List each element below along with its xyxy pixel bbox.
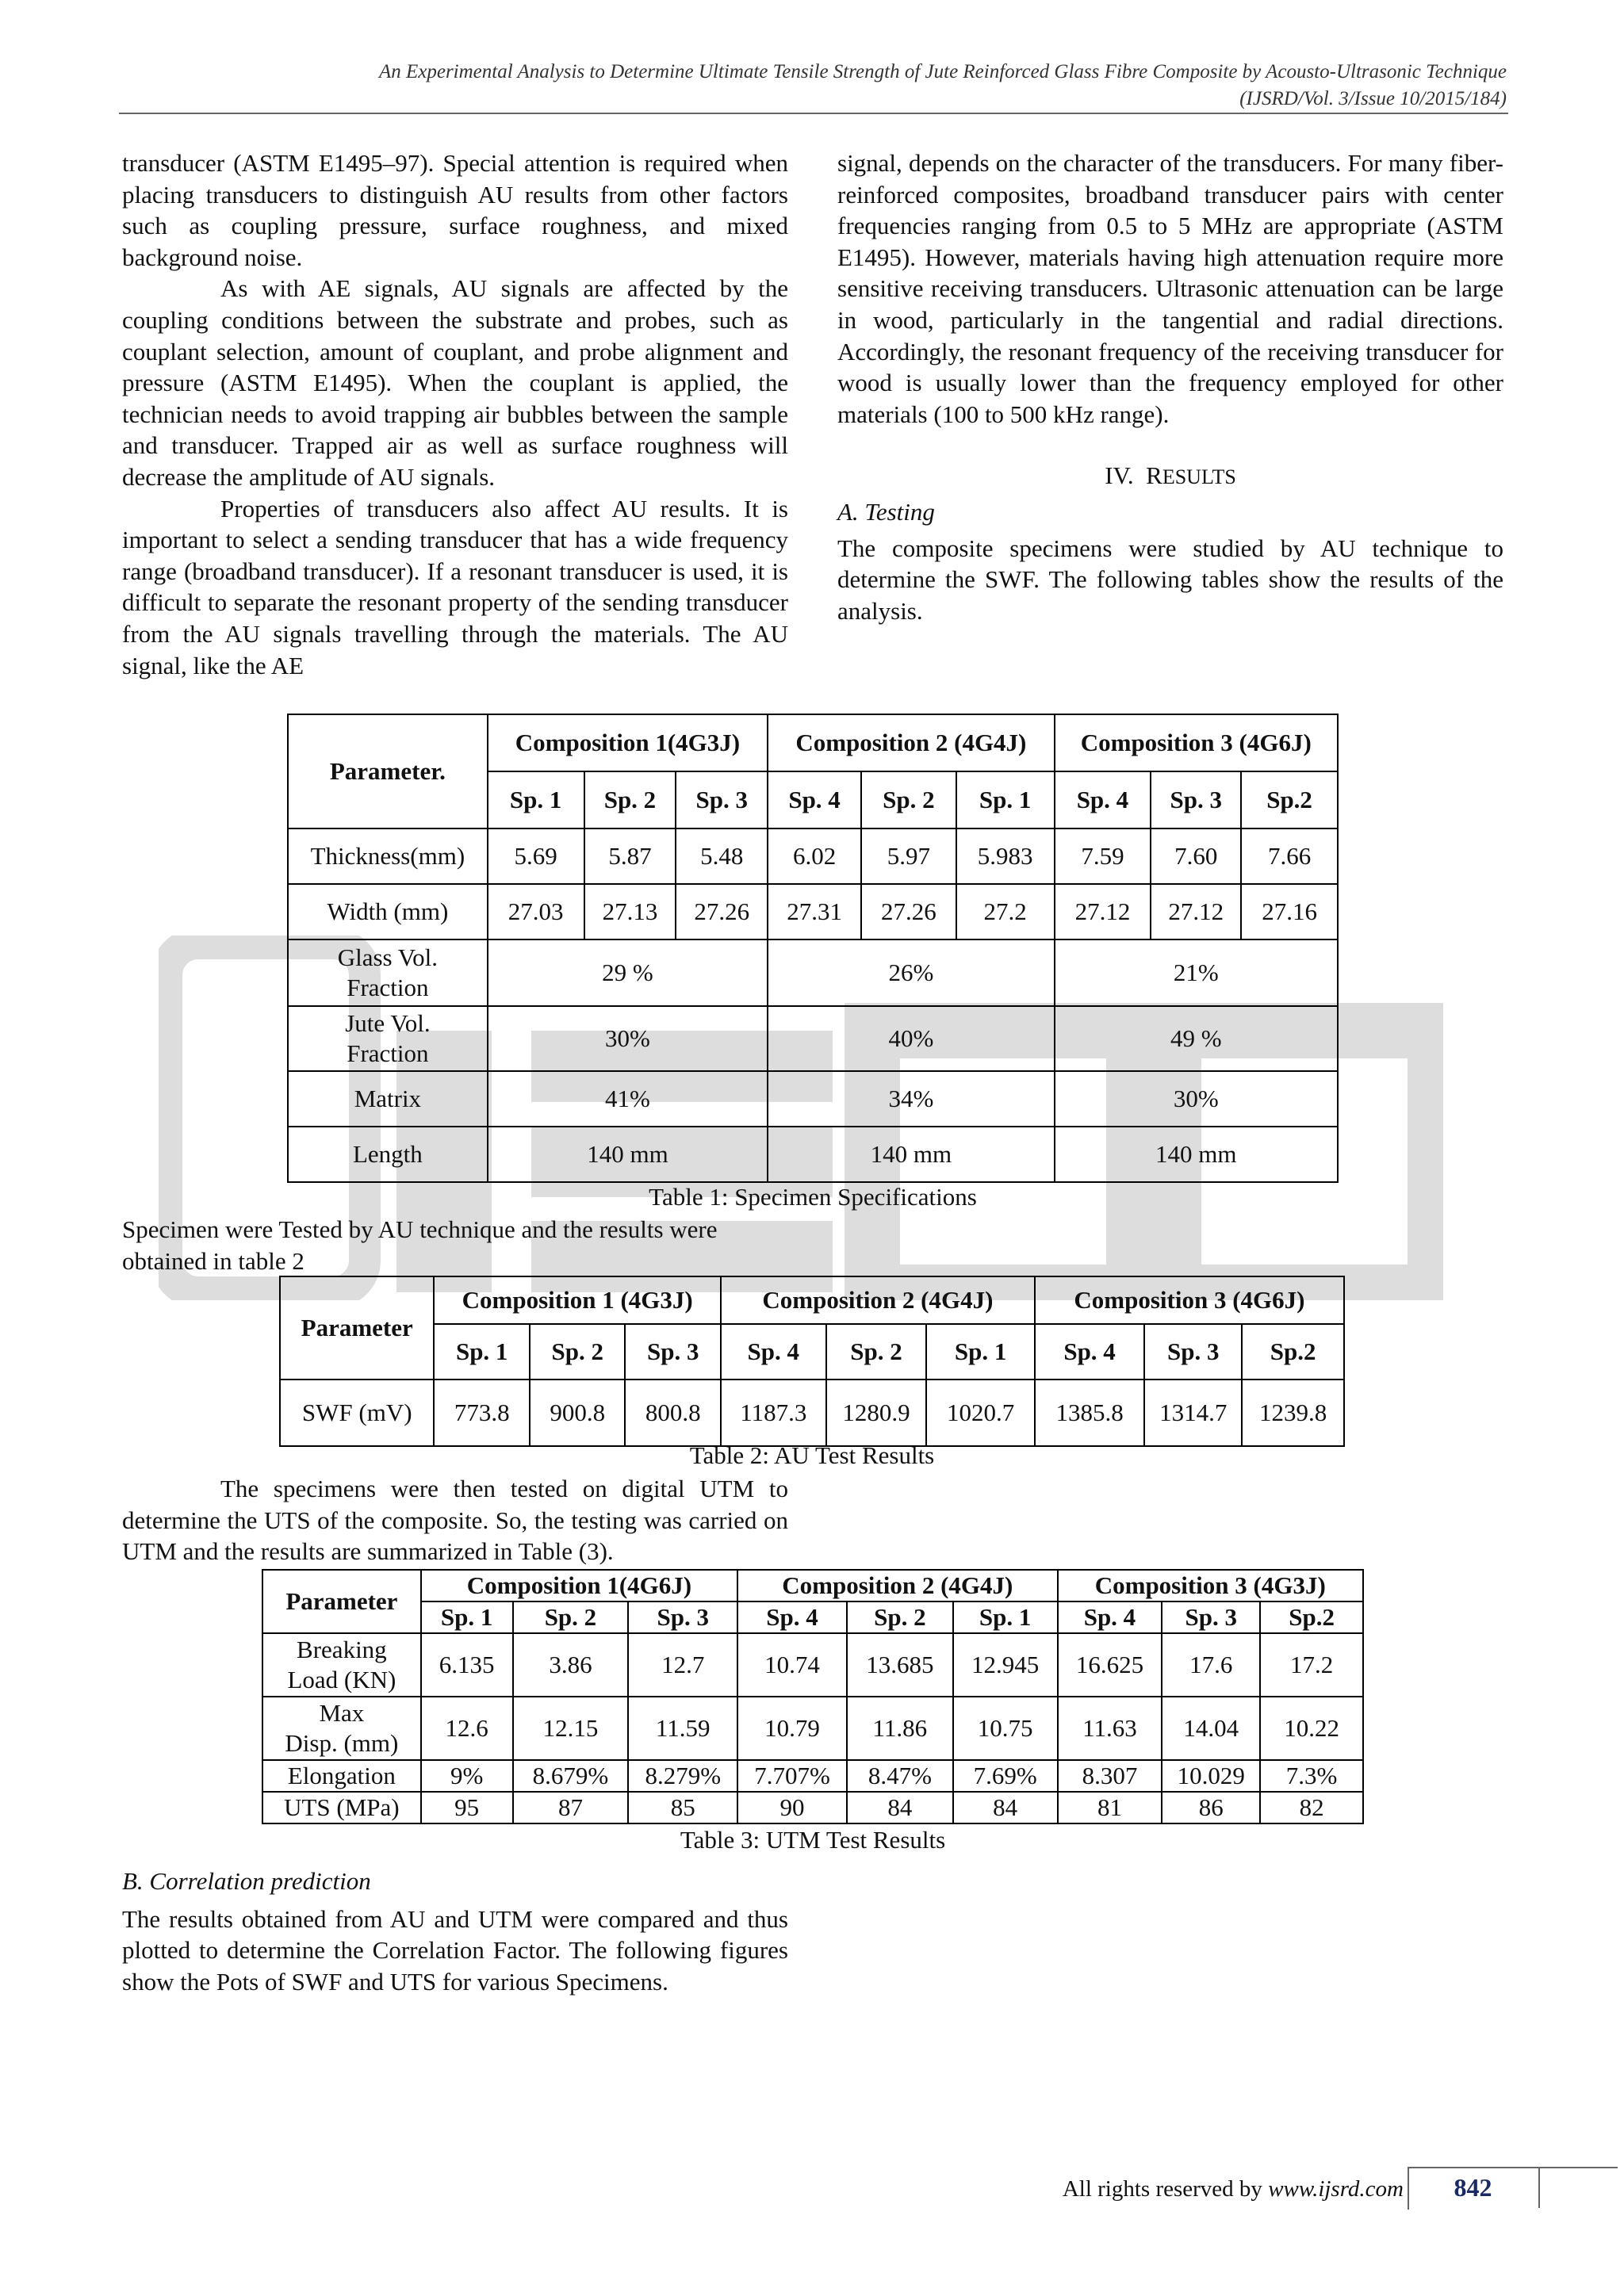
table-cell: 12.7 [628, 1633, 737, 1697]
table-cell: 10.79 [737, 1697, 847, 1760]
table-header-cell: Composition 2 (4G4J) [737, 1570, 1057, 1601]
table-cell: 11.59 [628, 1697, 737, 1760]
table-row-label [288, 939, 488, 1006]
disp-label-line-2: Disp. (mm) [285, 1729, 399, 1757]
table-cell: 84 [953, 1792, 1058, 1823]
table-header-cell: Sp. 2 [826, 1324, 927, 1380]
table-header-cell: Sp. 2 [847, 1601, 953, 1633]
table-header-cell: Composition 1(4G6J) [421, 1570, 737, 1601]
footer-rights [983, 2176, 1404, 2202]
table-cell: 8.679% [513, 1760, 629, 1792]
table-row-label: Width (mm) [288, 884, 488, 939]
table-header-cell: Composition 1(4G3J) [488, 714, 768, 771]
table-row [262, 1760, 1363, 1792]
table-cell: 5.48 [676, 828, 768, 884]
table-utm-test-results [262, 1569, 1364, 1824]
table-row [262, 1601, 1363, 1633]
table-cell: 10.029 [1162, 1760, 1260, 1792]
table-cell: 27.31 [768, 884, 861, 939]
breaking-label-line-2: Load (KN) [287, 1666, 396, 1693]
table-header-cell: Sp. 3 [628, 1601, 737, 1633]
section-number: IV. [1105, 461, 1134, 490]
table-row [288, 939, 1338, 1006]
table-cell: 140 mm [488, 1127, 768, 1182]
table-row [288, 1071, 1338, 1127]
table-header-cell: Sp.2 [1241, 771, 1338, 828]
table-cell: 1314.7 [1144, 1380, 1242, 1446]
table-cell: 81 [1058, 1792, 1162, 1823]
table-header-cell: Sp.2 [1260, 1601, 1363, 1633]
table-cell: 773.8 [434, 1380, 530, 1446]
table-cell: 27.2 [956, 884, 1055, 939]
table-header-cell: Sp. 3 [1151, 771, 1241, 828]
table-header-cell: Composition 2 (4G4J) [768, 714, 1054, 771]
table-cell: 12.945 [953, 1633, 1058, 1697]
table-cell: 1385.8 [1035, 1380, 1144, 1446]
table-cell: 14.04 [1162, 1697, 1260, 1760]
header-rule [119, 113, 1508, 114]
table-cell: 10.22 [1260, 1697, 1363, 1760]
table-cell: 11.86 [847, 1697, 953, 1760]
table-cell: 12.6 [421, 1697, 513, 1760]
table-row-label [262, 1697, 421, 1760]
left-column [122, 147, 788, 681]
table-header-cell: Sp. 1 [434, 1324, 530, 1380]
table-cell: 90 [737, 1792, 847, 1823]
table-header-cell: Sp. 4 [1058, 1601, 1162, 1633]
table-cell: 5.97 [861, 828, 956, 884]
table2-caption: Table 2: AU Test Results [689, 1441, 935, 1469]
table-header-cell: Sp. 3 [625, 1324, 721, 1380]
table-header-cell: Composition 3 (4G6J) [1055, 714, 1338, 771]
table-header-cell: Composition 3 (4G3J) [1058, 1570, 1363, 1601]
subsection-correlation: B. Correlation prediction [122, 1867, 371, 1895]
table-row [288, 884, 1338, 939]
table-cell: 95 [421, 1792, 513, 1823]
table-header-cell: Sp. 2 [513, 1601, 629, 1633]
table-cell: 9% [421, 1760, 513, 1792]
table-header-cell: Sp. 3 [1144, 1324, 1242, 1380]
footer-rights-text: All rights reserved by [1062, 2176, 1262, 2202]
table-cell: 49 % [1055, 1006, 1338, 1071]
table-header-cell: Sp. 3 [1162, 1601, 1260, 1633]
section-title-first: R [1146, 461, 1162, 490]
table-cell: 1187.3 [721, 1380, 826, 1446]
table-cell: 800.8 [625, 1380, 721, 1446]
table-cell: 13.685 [847, 1633, 953, 1697]
running-header [119, 59, 1507, 113]
table-cell: 140 mm [1055, 1127, 1338, 1182]
table-cell: 26% [768, 939, 1054, 1006]
table-row [262, 1570, 1363, 1601]
paragraph-table3-intro [122, 1473, 788, 1567]
table-cell: 6.02 [768, 828, 861, 884]
breaking-label-line-1: Breaking [297, 1636, 387, 1663]
table-cell: 87 [513, 1792, 629, 1823]
table-cell: 7.59 [1055, 828, 1151, 884]
table-cell: 6.135 [421, 1633, 513, 1697]
table-cell: 27.12 [1151, 884, 1241, 939]
table-cell: 1280.9 [826, 1380, 927, 1446]
table-cell: 17.2 [1260, 1633, 1363, 1697]
section-title-rest: ESULTS [1162, 465, 1236, 489]
table-header-cell: Sp. 1 [421, 1601, 513, 1633]
table-cell: 12.15 [513, 1697, 629, 1760]
disp-label-line-1: Max [319, 1699, 365, 1727]
table-header-cell: Sp. 4 [721, 1324, 826, 1380]
table-header-cell: Sp. 4 [768, 771, 861, 828]
table-cell: 8.47% [847, 1760, 953, 1792]
table-header-cell: Sp. 1 [956, 771, 1055, 828]
table-cell: 8.279% [628, 1760, 737, 1792]
table-cell: 7.66 [1241, 828, 1338, 884]
table-row [262, 1792, 1363, 1823]
table-row [280, 1276, 1344, 1324]
table-cell: 85 [628, 1792, 737, 1823]
table-cell: 30% [1055, 1071, 1338, 1127]
paragraph-table2-intro [122, 1214, 788, 1276]
table-cell: 5.87 [584, 828, 676, 884]
table-row-label: Matrix [288, 1071, 488, 1127]
table3-caption: Table 3: UTM Test Results [680, 1826, 946, 1854]
right-paragraph-1: signal, depends on the character of the transducers. For many fiber-reinforced composites, broadband transducer pairs with center frequencies ranging from 0.5 to 5 MHz are appropriate (ASTM E1495). However, materials having high attenuation require more sensitive receiving transducers. Ultrasonic attenuation can be large in wood, particularly in the tangential and radial directions. Accordingly, the resonant frequency of the receiving transducer for wood is usually lower than the frequency employed for other materials (100 to 500 kHz range). [837, 149, 1503, 428]
subsection-testing: A. Testing [837, 497, 935, 526]
right-column [837, 147, 1503, 626]
glass-label-line-1: Glass Vol. [337, 943, 439, 971]
footer-divider [1538, 2167, 1540, 2208]
table-row [280, 1380, 1344, 1446]
table-header-cell: Sp. 4 [1035, 1324, 1144, 1380]
table-cell: 900.8 [530, 1380, 626, 1446]
table-cell: 27.16 [1241, 884, 1338, 939]
table-cell: 1020.7 [926, 1380, 1035, 1446]
table-cell: 8.307 [1058, 1760, 1162, 1792]
table-row-label: Thickness(mm) [288, 828, 488, 884]
table-row-label: UTS (MPa) [262, 1792, 421, 1823]
table-header-cell: Composition 3 (4G6J) [1035, 1276, 1344, 1324]
table-header-cell: Sp. 1 [953, 1601, 1058, 1633]
correlation-section [122, 1866, 788, 1997]
table-header-cell: Sp. 4 [1055, 771, 1151, 828]
table-header-cell: Sp. 2 [530, 1324, 626, 1380]
jute-label-line-1: Jute Vol. [345, 1009, 431, 1037]
table-header-cell: Sp.2 [1242, 1324, 1344, 1380]
table-cell: 7.60 [1151, 828, 1241, 884]
table-row [288, 714, 1338, 771]
table-header-cell: Parameter. [288, 714, 488, 828]
table-row [262, 1697, 1363, 1760]
glass-label-line-2: Fraction [347, 974, 429, 1001]
table-header-cell: Sp. 4 [737, 1601, 847, 1633]
table-cell: 16.625 [1058, 1633, 1162, 1697]
table-header-cell: Sp. 2 [584, 771, 676, 828]
footer-site-link[interactable]: www.ijsrd.com [1268, 2176, 1404, 2202]
table-cell: 27.03 [488, 884, 584, 939]
table-cell: 5.69 [488, 828, 584, 884]
section-heading-results [837, 460, 1503, 493]
table-header-cell: Composition 1 (4G3J) [434, 1276, 721, 1324]
table-row [280, 1324, 1344, 1380]
correlation-paragraph: The results obtained from AU and UTM were compared and thus plotted to determine the Correlation Factor. The following figures show the Pots of SWF and UTS for various Specimens. [122, 1904, 788, 1996]
table-cell: 3.86 [513, 1633, 629, 1697]
table-header-cell: Sp. 1 [926, 1324, 1035, 1380]
table-header-cell: Sp. 2 [861, 771, 956, 828]
table-row [262, 1633, 1363, 1697]
table-cell: 21% [1055, 939, 1338, 1006]
table-header-cell: Sp. 1 [488, 771, 584, 828]
table-header-cell: Composition 2 (4G4J) [721, 1276, 1035, 1324]
footer-rule [1538, 2167, 1618, 2168]
table-cell: 40% [768, 1006, 1054, 1071]
table-cell: 7.707% [737, 1760, 847, 1792]
paragraph-text: Specimen were Tested by AU technique and the results were obtained in table 2 [122, 1215, 718, 1275]
table-cell: 86 [1162, 1792, 1260, 1823]
table-specimen-specifications [287, 714, 1339, 1183]
table-row-label: Elongation [262, 1760, 421, 1792]
table-au-test-results [279, 1276, 1345, 1447]
right-paragraph-2: The composite specimens were studied by AU technique to determine the SWF. The following tables show the results of the analysis. [837, 534, 1503, 625]
left-paragraph-2: As with AE signals, AU signals are affected by the coupling conditions between the substrate and probes, such as couplant selection, amount of couplant, and probe alignment and pressure (ASTM E1495). When the couplant is applied, the technician needs to avoid trapping air bubbles between the sample and transducer. Trapped air as well as surface roughness will decrease the amplitude of AU signals. [122, 274, 788, 491]
table-cell: 29 % [488, 939, 768, 1006]
table-cell: 82 [1260, 1792, 1363, 1823]
table-cell: 27.13 [584, 884, 676, 939]
page-number: 842 [1454, 2173, 1492, 2202]
table-cell: 7.69% [953, 1760, 1058, 1792]
table-header-cell: Parameter [262, 1570, 421, 1633]
paragraph-text: The specimens were then tested on digital UTM to determine the UTS of the composite. So, the testing was carried on UTM and the results are summarized in Table (3). [122, 1475, 788, 1566]
table-row [288, 828, 1338, 884]
table-cell: 27.12 [1055, 884, 1151, 939]
left-paragraph-1: transducer (ASTM E1495–97). Special attention is required when placing transducers to distinguish AU results from other factors such as coupling pressure, surface roughness, and mixed background noise. [122, 149, 788, 271]
table-cell: 27.26 [676, 884, 768, 939]
table-cell: 140 mm [768, 1127, 1054, 1182]
table-cell: 5.983 [956, 828, 1055, 884]
jute-label-line-2: Fraction [347, 1039, 429, 1067]
table-row-label [262, 1633, 421, 1697]
table-cell: 27.26 [861, 884, 956, 939]
table-row [288, 1127, 1338, 1182]
table-cell: 30% [488, 1006, 768, 1071]
table-cell: 84 [847, 1792, 953, 1823]
table-row-label [288, 1006, 488, 1071]
table-header-cell: Sp. 3 [676, 771, 768, 828]
table-cell: 17.6 [1162, 1633, 1260, 1697]
table-row [288, 1006, 1338, 1071]
table-cell: 34% [768, 1071, 1054, 1127]
table-cell: 7.3% [1260, 1760, 1363, 1792]
table-cell: 10.74 [737, 1633, 847, 1697]
header-citation: (IJSRD/Vol. 3/Issue 10/2015/184) [1239, 88, 1507, 109]
table-row-label: Length [288, 1127, 488, 1182]
table-cell: 1239.8 [1242, 1380, 1344, 1446]
header-title: An Experimental Analysis to Determine Ultimate Tensile Strength of Jute Reinforced Glass Fibre Composite by Acousto-Ultrasonic Technique [378, 61, 1507, 82]
table-row-label: SWF (mV) [280, 1380, 434, 1446]
table1-caption: Table 1: Specimen Specifications [649, 1183, 977, 1211]
table-cell: 10.75 [953, 1697, 1058, 1760]
table-cell: 11.63 [1058, 1697, 1162, 1760]
table-cell: 41% [488, 1071, 768, 1127]
table-header-cell: Parameter [280, 1276, 434, 1380]
left-paragraph-3: Properties of transducers also affect AU results. It is important to select a sending transducer that has a wide frequency range (broadband transducer). If a resonant transducer is used, it is difficult to separate the resonant property of the sending transducer from the AU signals travelling through the materials. The AU signal, like the AE [122, 494, 788, 679]
